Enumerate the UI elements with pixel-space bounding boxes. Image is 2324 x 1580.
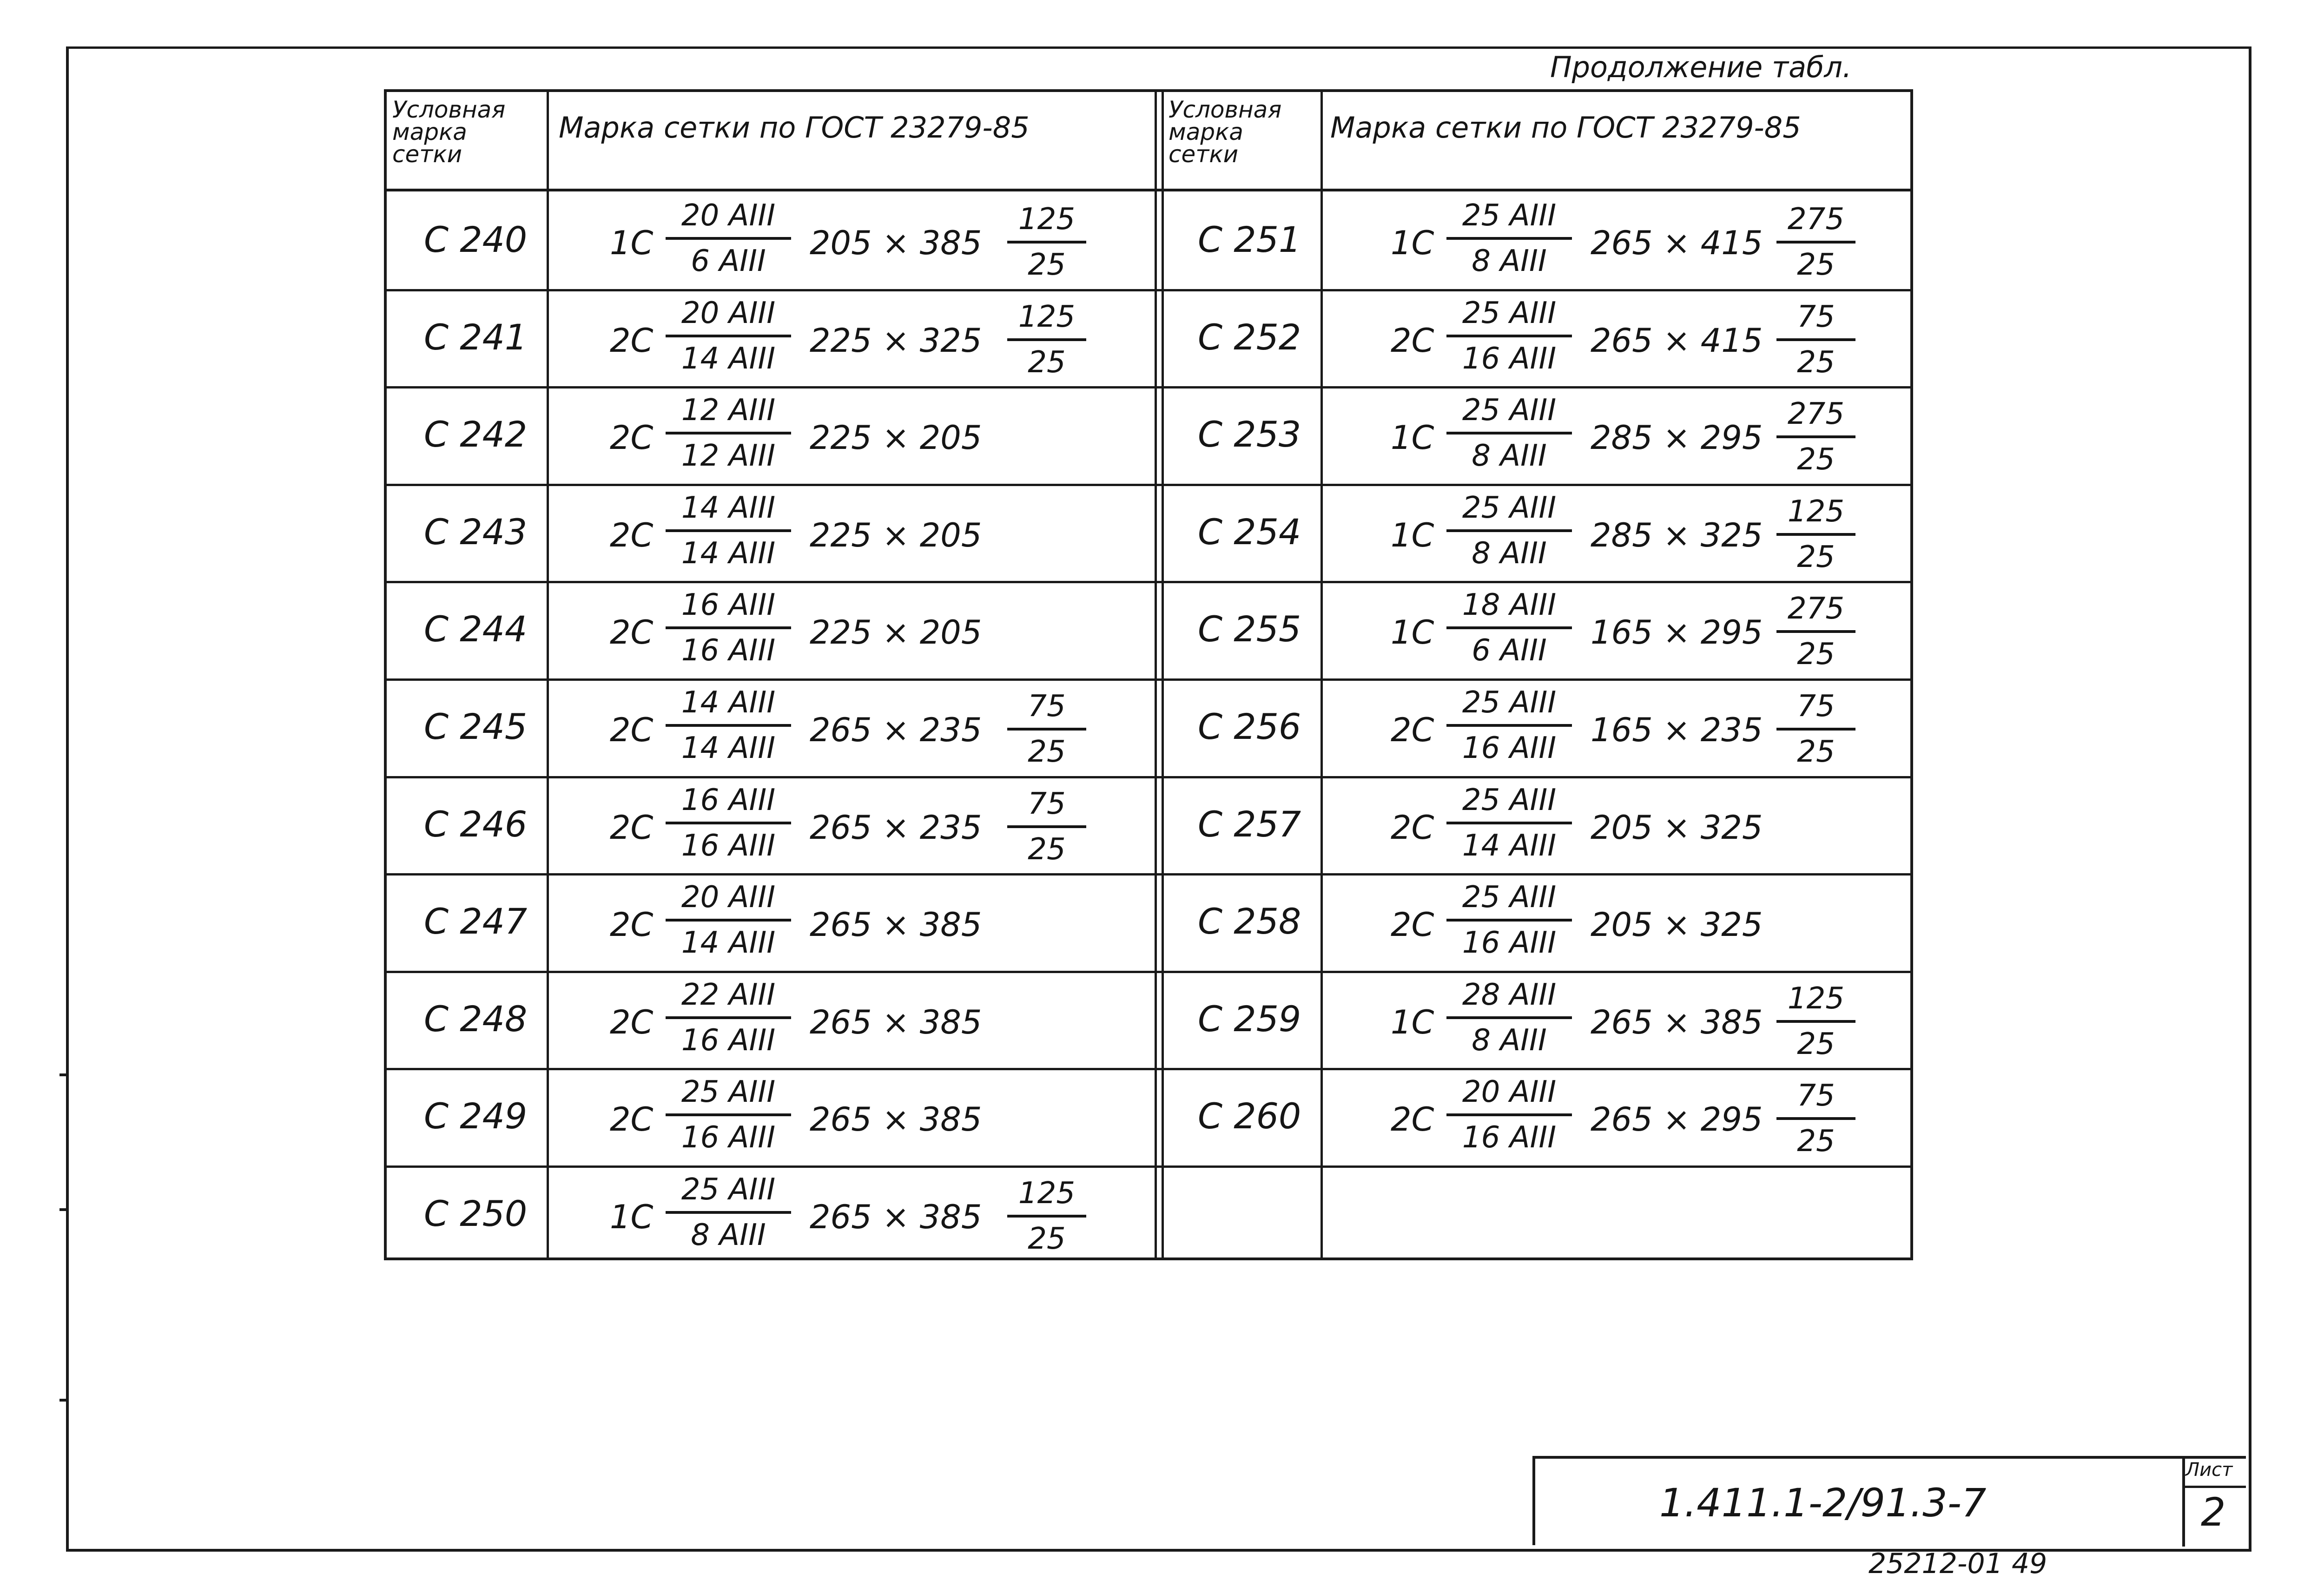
fraction-bar: [1446, 919, 1572, 922]
fraction-bar: [1446, 626, 1572, 629]
mesh-prefix: 1С: [610, 224, 654, 262]
mesh-spec: [610, 782, 1121, 875]
mesh-spec: [1391, 586, 1902, 679]
mesh-mark: С 243: [424, 511, 528, 553]
fraction-bar: [1776, 728, 1855, 731]
spacing-fraction: [1776, 590, 1855, 673]
mesh-mark: С 248: [424, 998, 528, 1040]
mesh-spec: [1391, 976, 1902, 1069]
spacing-numerator: 125: [1018, 202, 1076, 237]
mesh-dimensions: 225 × 205: [810, 613, 982, 652]
mesh-dimensions: 265 × 235: [810, 711, 982, 749]
mesh-spec: [610, 489, 1121, 582]
mesh-mark: С 256: [1198, 706, 1301, 747]
rebar-fraction: [1446, 976, 1572, 1059]
title-block-divider: [2185, 1486, 2246, 1488]
mesh-prefix: 1С: [1391, 1003, 1434, 1041]
mesh-mark: С 250: [424, 1193, 528, 1234]
spacing-fraction: [1007, 201, 1086, 283]
inventory-number: 25212-01 49: [1868, 1547, 2047, 1580]
spacing-denominator: 25: [1797, 248, 1835, 282]
fraction-bar: [666, 237, 791, 240]
mesh-mark: С 253: [1198, 414, 1301, 455]
mesh-dimensions: 285 × 295: [1591, 419, 1763, 457]
rebar-numerator: 28 АIII: [1462, 978, 1557, 1012]
mesh-mark: С 242: [424, 414, 528, 455]
mesh-prefix: 1С: [1391, 419, 1434, 457]
spacing-fraction: [1007, 785, 1086, 868]
spacing-numerator: 275: [1787, 202, 1845, 237]
fraction-bar: [1446, 529, 1572, 532]
spacing-denominator: 25: [1028, 832, 1066, 867]
mesh-prefix: 2С: [610, 711, 654, 749]
spacing-fraction: [1776, 395, 1855, 478]
mesh-dimensions: 205 × 385: [810, 224, 982, 262]
rebar-denominator: 8 АIII: [1472, 1023, 1547, 1058]
rebar-numerator: 25 АIII: [1462, 491, 1557, 525]
rebar-denominator: 14 АIII: [1462, 829, 1557, 863]
mesh-spec: [1391, 1073, 1902, 1166]
fraction-bar: [1446, 335, 1572, 337]
rebar-numerator: 20 АIII: [681, 198, 776, 233]
fraction-bar: [666, 1211, 791, 1214]
fraction-bar: [1446, 1016, 1572, 1019]
rebar-fraction: [666, 586, 791, 669]
rebar-numerator: 22 АIII: [681, 978, 776, 1012]
mesh-spec: [610, 879, 1121, 972]
rebar-numerator: 20 АIII: [681, 880, 776, 915]
mesh-dimensions: 265 × 415: [1591, 224, 1763, 262]
spacing-numerator: 125: [1787, 981, 1845, 1016]
spacing-denominator: 25: [1797, 345, 1835, 380]
rebar-denominator: 16 АIII: [1462, 342, 1557, 376]
rebar-denominator: 16 АIII: [681, 1023, 776, 1058]
col-divider: [1155, 92, 1157, 1257]
mesh-dimensions: 165 × 295: [1591, 613, 1763, 652]
fraction-bar: [666, 529, 791, 532]
mark-col-header: [392, 96, 506, 168]
rebar-denominator: 6 АIII: [1472, 633, 1547, 668]
fraction-bar: [666, 432, 791, 434]
fraction-bar: [666, 1016, 791, 1019]
rebar-numerator: 25 АIII: [681, 1075, 776, 1109]
mesh-prefix: 2С: [1391, 322, 1434, 360]
spacing-denominator: 25: [1028, 1222, 1066, 1256]
mesh-spec: [1391, 684, 1902, 777]
mesh-dimensions: 265 × 295: [1591, 1100, 1763, 1139]
rebar-fraction: [1446, 586, 1572, 669]
rebar-numerator: 25 АIII: [1462, 393, 1557, 428]
spec-col-header: Марка сетки по ГОСТ 23279-85: [1330, 111, 1801, 145]
fraction-bar: [1776, 1117, 1855, 1120]
rebar-fraction: [666, 879, 791, 961]
mesh-mark: С 246: [424, 803, 528, 845]
fraction-bar: [1007, 825, 1086, 828]
fraction-bar: [666, 724, 791, 727]
rebar-numerator: 16 АIII: [681, 783, 776, 817]
rebar-fraction: [1446, 782, 1572, 864]
mesh-prefix: 2С: [1391, 906, 1434, 944]
spacing-denominator: 25: [1797, 540, 1835, 574]
mesh-spec: [610, 586, 1121, 679]
rebar-numerator: 14 АIII: [681, 491, 776, 525]
mesh-dimensions: 265 × 235: [810, 809, 982, 847]
spacing-denominator: 25: [1028, 345, 1066, 380]
fraction-bar: [1776, 533, 1855, 536]
mesh-prefix: 2С: [1391, 809, 1434, 847]
rebar-denominator: 16 АIII: [681, 1120, 776, 1155]
mesh-mark: С 257: [1198, 803, 1301, 845]
mesh-mark: С 251: [1198, 219, 1301, 260]
fraction-bar: [666, 919, 791, 922]
mesh-dimensions: 265 × 385: [810, 1198, 982, 1236]
mesh-prefix: 2С: [610, 906, 654, 944]
spacing-fraction: [1007, 688, 1086, 770]
rebar-numerator: 14 АIII: [681, 685, 776, 720]
fraction-bar: [666, 1113, 791, 1116]
spacing-fraction: [1007, 1175, 1086, 1257]
rebar-numerator: 20 АIII: [1462, 1075, 1557, 1109]
spacing-numerator: 125: [1018, 1176, 1076, 1211]
spacing-fraction: [1776, 980, 1855, 1063]
fraction-bar: [1007, 728, 1086, 731]
mark-col-header-line: марка: [1169, 118, 1243, 145]
rebar-numerator: 18 АIII: [1462, 588, 1557, 622]
rebar-fraction: [1446, 489, 1572, 572]
mark-col-header-line: сетки: [392, 141, 462, 168]
spacing-denominator: 25: [1797, 442, 1835, 477]
spacing-fraction: [1776, 688, 1855, 770]
rebar-fraction: [1446, 197, 1572, 280]
rebar-fraction: [666, 295, 791, 377]
rebar-denominator: 14 АIII: [681, 926, 776, 960]
rebar-fraction: [666, 197, 791, 280]
rebar-numerator: 16 АIII: [681, 588, 776, 622]
rebar-denominator: 14 АIII: [681, 342, 776, 376]
spacing-fraction: [1776, 298, 1855, 381]
rebar-denominator: 8 АIII: [1472, 244, 1547, 278]
mark-col-header: [1169, 96, 1282, 168]
spacing-denominator: 25: [1028, 248, 1066, 282]
mesh-dimensions: 225 × 205: [810, 516, 982, 554]
spacing-denominator: 25: [1797, 735, 1835, 769]
spacing-numerator: 275: [1787, 592, 1845, 626]
spacing-numerator: 75: [1797, 300, 1835, 334]
margin-tick: [59, 1208, 66, 1211]
fraction-bar: [1007, 338, 1086, 341]
mesh-dimensions: 265 × 385: [810, 1100, 982, 1139]
mesh-spec: [1391, 879, 1902, 972]
rebar-denominator: 16 АIII: [1462, 926, 1557, 960]
rebar-fraction: [666, 392, 791, 474]
mesh-spec: [610, 392, 1121, 485]
mesh-spec: [610, 1073, 1121, 1166]
mesh-prefix: 1С: [610, 1198, 654, 1236]
fraction-bar: [1776, 338, 1855, 341]
mesh-spec: [610, 684, 1121, 777]
mesh-mark: С 247: [424, 901, 528, 942]
mesh-spec: [1391, 489, 1902, 582]
rebar-fraction: [1446, 392, 1572, 474]
mark-col-header-line: Условная: [392, 96, 506, 123]
rebar-fraction: [1446, 295, 1572, 377]
fraction-bar: [1446, 432, 1572, 434]
rebar-fraction: [666, 976, 791, 1059]
spacing-numerator: 275: [1787, 397, 1845, 431]
mesh-spec: [610, 1171, 1121, 1264]
mesh-mark: С 252: [1198, 316, 1301, 358]
mesh-dimensions: 225 × 205: [810, 419, 982, 457]
mesh-dimensions: 165 × 235: [1591, 711, 1763, 749]
mesh-mark: С 241: [424, 316, 528, 358]
spacing-denominator: 25: [1028, 735, 1066, 769]
col-divider: [1162, 92, 1164, 1257]
fraction-bar: [1446, 724, 1572, 727]
fraction-bar: [1776, 630, 1855, 633]
mesh-spec: [610, 295, 1121, 388]
rebar-denominator: 8 АIII: [1472, 536, 1547, 571]
mark-col-header-line: сетки: [1169, 141, 1239, 168]
mesh-mark: С 260: [1198, 1095, 1301, 1137]
spacing-numerator: 125: [1018, 300, 1076, 334]
spacing-denominator: 25: [1797, 637, 1835, 672]
fraction-bar: [1446, 1113, 1572, 1116]
mesh-spec: [1391, 295, 1902, 388]
mesh-dimensions: 285 × 325: [1591, 516, 1763, 554]
rebar-fraction: [1446, 879, 1572, 961]
fraction-bar: [1007, 1215, 1086, 1218]
mesh-mark: С 254: [1198, 511, 1301, 553]
mesh-dimensions: 205 × 325: [1591, 906, 1763, 944]
rebar-numerator: 25 АIII: [681, 1172, 776, 1207]
fraction-bar: [1446, 822, 1572, 824]
rebar-denominator: 14 АIII: [681, 731, 776, 765]
rebar-numerator: 12 АIII: [681, 393, 776, 428]
rebar-fraction: [1446, 1073, 1572, 1156]
mesh-spec: [1391, 197, 1902, 290]
mesh-mark: С 244: [424, 608, 528, 650]
spacing-numerator: 75: [1028, 787, 1066, 821]
spacing-fraction: [1776, 493, 1855, 576]
mesh-dimensions: 225 × 325: [810, 322, 982, 360]
rebar-fraction: [666, 782, 791, 864]
rebar-numerator: 25 АIII: [1462, 783, 1557, 817]
mesh-mark: С 249: [424, 1095, 528, 1137]
rebar-fraction: [666, 1171, 791, 1254]
fraction-bar: [666, 335, 791, 337]
mesh-prefix: 2С: [610, 419, 654, 457]
mesh-prefix: 2С: [610, 322, 654, 360]
mesh-dimensions: 265 × 415: [1591, 322, 1763, 360]
rebar-denominator: 6 АIII: [691, 244, 766, 278]
spacing-numerator: 75: [1028, 689, 1066, 724]
fraction-bar: [1776, 241, 1855, 244]
spacing-numerator: 125: [1787, 494, 1845, 529]
mesh-prefix: 2С: [610, 516, 654, 554]
document-code: 1.411.1-2/91.3-7: [1659, 1480, 1987, 1526]
rebar-denominator: 16 АIII: [1462, 731, 1557, 765]
fraction-bar: [1007, 241, 1086, 244]
mesh-mark: С 259: [1198, 998, 1301, 1040]
mesh-mark: С 258: [1198, 901, 1301, 942]
col-divider: [1320, 92, 1323, 1257]
rebar-numerator: 20 АIII: [681, 296, 776, 330]
mesh-prefix: 2С: [1391, 711, 1434, 749]
spacing-fraction: [1776, 201, 1855, 283]
margin-tick: [59, 1073, 66, 1076]
spacing-numerator: 75: [1797, 689, 1835, 724]
fraction-bar: [666, 626, 791, 629]
mesh-dimensions: 265 × 385: [1591, 1003, 1763, 1041]
mesh-prefix: 1С: [1391, 613, 1434, 652]
table-continuation-caption: Продолжение табл.: [1550, 50, 1852, 84]
fraction-bar: [666, 822, 791, 824]
mesh-spec: [1391, 782, 1902, 875]
spec-col-header: Марка сетки по ГОСТ 23279-85: [559, 111, 1030, 145]
rebar-denominator: 8 АIII: [1472, 439, 1547, 473]
spacing-denominator: 25: [1797, 1124, 1835, 1159]
mesh-prefix: 2С: [610, 809, 654, 847]
rebar-numerator: 25 АIII: [1462, 296, 1557, 330]
mesh-prefix: 2С: [610, 613, 654, 652]
mesh-spec: [610, 976, 1121, 1069]
fraction-bar: [1776, 1020, 1855, 1023]
fraction-bar: [1446, 237, 1572, 240]
rebar-denominator: 16 АIII: [681, 633, 776, 668]
rebar-denominator: 14 АIII: [681, 536, 776, 571]
mark-col-header-line: Условная: [1169, 96, 1282, 123]
rebar-denominator: 16 АIII: [681, 829, 776, 863]
mesh-prefix: 2С: [1391, 1100, 1434, 1139]
rebar-numerator: 25 АIII: [1462, 685, 1557, 720]
mesh-spec: [610, 197, 1121, 290]
mark-col-header-line: марка: [392, 118, 467, 145]
rebar-fraction: [666, 684, 791, 767]
col-divider: [547, 92, 549, 1257]
spacing-denominator: 25: [1797, 1027, 1835, 1061]
sheet-number: 2: [2201, 1489, 2226, 1535]
mesh-table: [384, 89, 1913, 1260]
rebar-denominator: 8 АIII: [691, 1218, 766, 1252]
rebar-fraction: [1446, 684, 1572, 767]
rebar-fraction: [666, 1073, 791, 1156]
mesh-spec: [1391, 392, 1902, 485]
mesh-prefix: 2С: [610, 1100, 654, 1139]
rebar-numerator: 25 АIII: [1462, 198, 1557, 233]
rebar-denominator: 16 АIII: [1462, 1120, 1557, 1155]
spacing-fraction: [1007, 298, 1086, 381]
rebar-denominator: 12 АIII: [681, 439, 776, 473]
title-block-divider: [2182, 1456, 2185, 1547]
mesh-prefix: 1С: [1391, 224, 1434, 262]
margin-tick: [59, 1399, 66, 1402]
mesh-mark: С 255: [1198, 608, 1301, 650]
mesh-mark: С 245: [424, 706, 528, 747]
mesh-dimensions: 265 × 385: [810, 1003, 982, 1041]
header-divider: [387, 189, 1910, 191]
mesh-prefix: 1С: [1391, 516, 1434, 554]
mesh-mark: С 240: [424, 219, 528, 260]
mesh-dimensions: 265 × 385: [810, 906, 982, 944]
spacing-fraction: [1776, 1077, 1855, 1160]
mesh-dimensions: 205 × 325: [1591, 809, 1763, 847]
spacing-numerator: 75: [1797, 1079, 1835, 1113]
rebar-numerator: 25 АIII: [1462, 880, 1557, 915]
mesh-prefix: 2С: [610, 1003, 654, 1041]
fraction-bar: [1776, 435, 1855, 438]
sheet-label: Лист: [2185, 1459, 2233, 1481]
rebar-fraction: [666, 489, 791, 572]
